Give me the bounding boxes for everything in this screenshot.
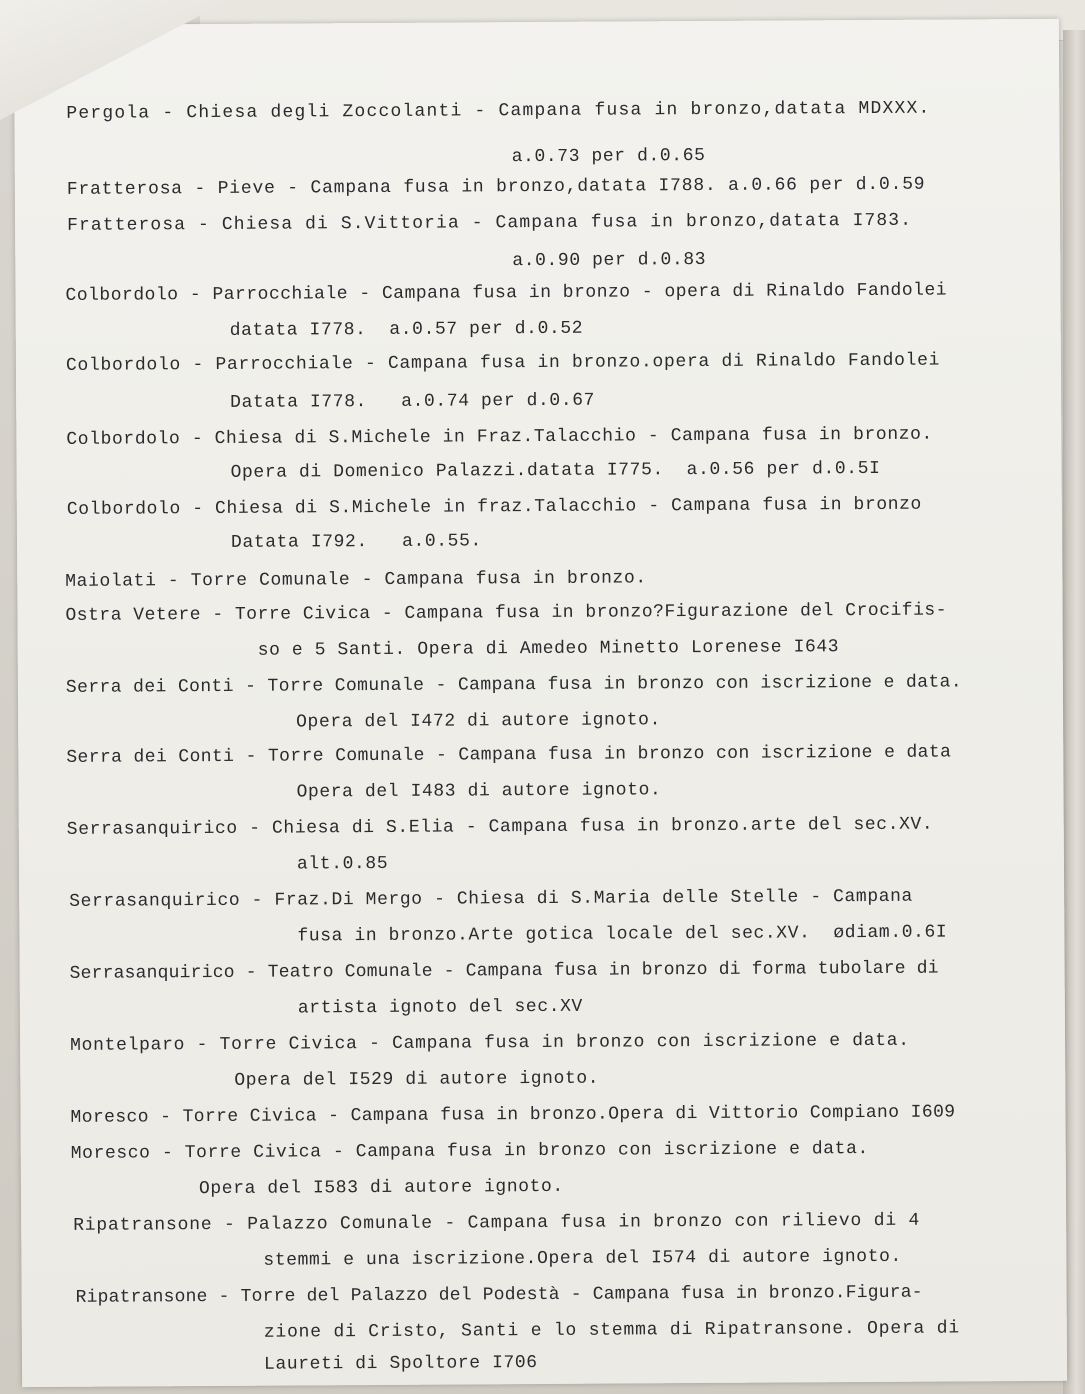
entry-continuation: Opera del I472 di autore ignoto. <box>296 710 662 733</box>
stacked-page-edges <box>1063 30 1085 1394</box>
entry-line: Serra dei Conti - Torre Comunale - Campana fusa in bronzo con iscrizione e data. <box>65 672 963 698</box>
entry-line: Pergola - Chiesa degli Zoccolanti - Campana fusa in bronzo,datata MDXXX. <box>66 98 931 124</box>
entry-line: Maiolati - Torre Comunale - Campana fusa in bronzo. <box>65 568 647 592</box>
entry-continuation: zione di Cristo, Santi e lo stemma di Ripatransone. Opera di <box>263 1318 960 1343</box>
entry-line: Ripatransone - Palazzo Comunale - Campana fusa in bronzo con rilievo di 4 <box>73 1210 921 1236</box>
entry-continuation: a.0.90 per d.0.83 <box>512 249 707 272</box>
entry-line: Colbordolo - Chiesa di S.Michele in Fraz.Talacchio - Campana fusa in bronzo. <box>66 424 933 450</box>
entry-line: Serrasanquirico - Fraz.Di Mergo - Chiesa di S.Maria delle Stelle - Campana <box>69 886 913 912</box>
entry-line: Fratterosa - Chiesa di S.Vittoria - Campana fusa in bronzo,datata I783. <box>67 210 913 236</box>
entry-line: Fratterosa - Pieve - Campana fusa in bronzo,datata I788. a.0.66 per d.0.59 <box>66 174 926 200</box>
entry-continuation: Laureti di Spoltore I706 <box>263 1353 538 1375</box>
entry-continuation: Datata I792. a.0.55. <box>230 531 482 553</box>
entry-continuation: artista ignoto del sec.XV <box>297 996 583 1019</box>
entry-line: Serra dei Conti - Torre Comunale - Campana fusa in bronzo con iscrizione e data <box>66 742 952 768</box>
entry-line: Colbordolo - Chiesa di S.Michele in fraz.Talacchio - Campana fusa in bronzo <box>66 494 922 520</box>
entry-continuation: Opera del I529 di autore ignoto. <box>234 1068 600 1091</box>
entry-continuation: datata I778. a.0.57 per d.0.52 <box>229 318 584 341</box>
entry-continuation: Opera del I583 di autore ignoto. <box>198 1176 564 1200</box>
entry-continuation: a.0.73 per d.0.65 <box>511 145 706 168</box>
entry-continuation: Opera di Domenico Palazzi.datata I775. a.0.56 per d.0.5I <box>230 458 881 483</box>
entry-continuation: fusa in bronzo.Arte gotica locale del sec.XV. ødiam.0.6I <box>297 922 948 947</box>
entry-line: Serrasanquirico - Teatro Comunale - Campana fusa in bronzo di forma tubolare di <box>69 958 939 984</box>
entry-continuation: Datata I778. a.0.74 per d.0.67 <box>230 390 596 413</box>
entry-line: Moresco - Torre Civica - Campana fusa in bronzo con iscrizione e data. <box>70 1139 869 1164</box>
entry-line: Ripatransone - Torre del Palazzo del Podestà - Campana fusa in bronzo.Figura- <box>75 1282 923 1308</box>
entry-continuation: so e 5 Santi. Opera di Amedeo Minetto Lorenese I643 <box>257 637 840 661</box>
entry-line: Colbordolo - Parrocchiale - Campana fusa in bronzo.opera di Rinaldo Fandolei <box>65 350 941 376</box>
entry-continuation: alt.0.85 <box>296 853 389 875</box>
entry-line: Montelparo - Torre Civica - Campana fusa in bronzo con iscrizione e data. <box>70 1030 910 1056</box>
entry-continuation: Opera del I483 di autore ignoto. <box>296 780 662 803</box>
entry-line: Moresco - Torre Civica - Campana fusa in bronzo.Opera di Vittorio Compiano I609 <box>70 1102 956 1128</box>
entry-line: Serrasanquirico - Chiesa di S.Elia - Campana fusa in bronzo.arte del sec.XV. <box>66 814 934 840</box>
entry-line: Colbordolo - Parrocchiale - Campana fusa in bronzo - opera di Rinaldo Fandolei <box>65 280 948 306</box>
typewritten-page <box>14 19 1067 1387</box>
entry-continuation: stemmi e una iscrizione.Opera del I574 di autore ignoto. <box>263 1246 902 1271</box>
entry-line: Ostra Vetere - Torre Civica - Campana fusa in bronzo?Figurazione del Crocifis- <box>65 600 948 626</box>
